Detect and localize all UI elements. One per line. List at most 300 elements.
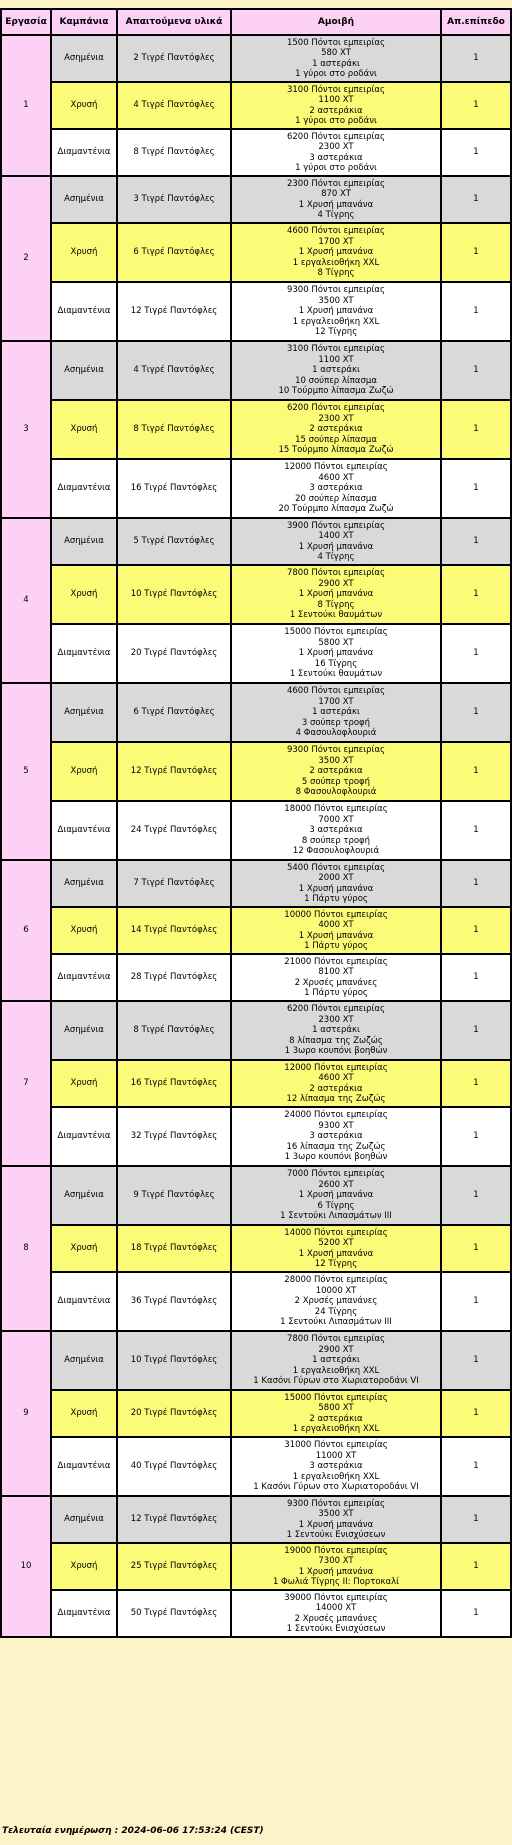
table-row [1, 1437, 511, 1496]
reward-line: 3 σούπερ τροφή [301, 717, 371, 728]
campaign-cell: Διαμαντένια [51, 954, 117, 1001]
reward-line: 1 Φωλιά Τίγρης II: Πορτοκαλί [272, 1577, 400, 1587]
reward-cell [231, 1272, 441, 1331]
materials-cell: 4 Τιγρέ Παντόφλες [117, 82, 231, 129]
reward-cell [231, 565, 441, 624]
campaign-cell: Χρυσή [51, 1060, 117, 1107]
materials-cell: 40 Τιγρέ Παντόφλες [117, 1437, 231, 1496]
reward-line: 1400 XT [318, 531, 354, 541]
reward-line: 1 Σεντούκι Λιπασμάτων III [280, 1211, 392, 1222]
reward-line: 11000 XT [315, 1450, 357, 1461]
reward-line: 12 λίπασμα της Ζωζώς [286, 1094, 386, 1104]
campaign-cell: Ασημένια [51, 860, 117, 907]
materials-cell: 32 Τιγρέ Παντόφλες [117, 1107, 231, 1166]
table-row [1, 565, 511, 624]
reward-line: 15 σούπερ λίπασμα [295, 434, 377, 445]
reward-cell [231, 1496, 441, 1543]
table-row [1, 1390, 511, 1437]
header-level: Απ.επίπεδο [441, 9, 511, 35]
table-row [1, 1543, 511, 1590]
table-row [1, 1166, 511, 1225]
materials-cell: 12 Τιγρέ Παντόφλες [117, 282, 231, 341]
task-number: 8 [1, 1166, 51, 1331]
table-row [1, 907, 511, 954]
campaign-cell: Ασημένια [51, 1001, 117, 1060]
campaign-cell: Διαμαντένια [51, 1107, 117, 1166]
task-number: 6 [1, 860, 51, 1001]
reward-line: 24 Τίγρης [314, 1306, 358, 1317]
campaign-cell: Διαμαντένια [51, 459, 117, 518]
reward-line: 1 αστεράκι [312, 707, 360, 718]
reward-line: 3100 Πόντοι εμπειρίας [286, 84, 386, 95]
reward-line: 1 Χρυσή μπανάνα [298, 247, 374, 258]
reward-line: 4 Τίγρης [317, 552, 355, 562]
reward-cell [231, 518, 441, 565]
reward-line: 8100 XT [318, 967, 354, 977]
reward-line: 3500 XT [318, 295, 354, 306]
campaign-cell: Διαμαντένια [51, 801, 117, 860]
reward-line: 9300 Πόντοι εμπειρίας [286, 285, 386, 296]
reward-line: 1 γύροι στο ροδάνι [295, 116, 377, 126]
reward-line: 2 Χρυσές μπανάνες [294, 1613, 378, 1624]
table-body [1, 35, 511, 1637]
reward-line: 1 Σεντούκι Λιπασμάτων III [280, 1317, 392, 1328]
reward-line: 3 αστεράκια [309, 1461, 363, 1472]
reward-cell [231, 341, 441, 400]
level-cell: 1 [441, 176, 511, 223]
reward-line: 19000 Πόντοι εμπειρίας [284, 1545, 388, 1556]
reward-line: 2300 XT [318, 413, 354, 424]
level-cell: 1 [441, 518, 511, 565]
level-cell: 1 [441, 801, 511, 860]
level-cell: 1 [441, 82, 511, 129]
reward-line: 2 Χρυσές μπανάνες [294, 977, 378, 988]
reward-line: 1 Σεντούκι Ενισχύσεων [286, 1530, 386, 1540]
reward-line: 2 αστεράκια [309, 105, 363, 116]
materials-cell: 6 Τιγρέ Παντόφλες [117, 683, 231, 742]
tasks-table [0, 8, 512, 1638]
reward-line: 1 Χρυσή μπανάνα [298, 589, 374, 600]
reward-line: 1 αστεράκι [312, 1355, 360, 1366]
reward-cell [231, 624, 441, 683]
reward-cell [231, 82, 441, 129]
reward-line: 2300 XT [318, 1014, 354, 1025]
reward-cell [231, 129, 441, 176]
materials-cell: 16 Τιγρέ Παντόφλες [117, 1060, 231, 1107]
materials-cell: 16 Τιγρέ Παντόφλες [117, 459, 231, 518]
reward-line: 8 λίπασμα της Ζωζώς [289, 1035, 383, 1046]
reward-cell [231, 176, 441, 223]
reward-line: 7300 XT [318, 1556, 354, 1566]
reward-cell [231, 459, 441, 518]
reward-line: 5400 Πόντοι εμπειρίας [286, 862, 386, 873]
materials-cell: 50 Τιγρέ Παντόφλες [117, 1590, 231, 1637]
reward-line: 15 Τούρμπο λίπασμα Ζωζώ [278, 445, 394, 456]
reward-line: 2900 XT [318, 1344, 354, 1355]
materials-cell: 5 Τιγρέ Παντόφλες [117, 518, 231, 565]
reward-line: 1 Κασόνι Γύρων στο Χωριατοροδάνι VI [253, 1482, 419, 1493]
reward-line: 1 Χρυσή μπανάνα [298, 883, 374, 894]
level-cell: 1 [441, 1437, 511, 1496]
level-cell: 1 [441, 1225, 511, 1272]
task-number: 1 [1, 35, 51, 176]
level-cell: 1 [441, 624, 511, 683]
reward-cell [231, 742, 441, 801]
reward-line: 3 αστεράκια [309, 825, 363, 836]
reward-line: 1 Πάρτυ γύρος [304, 894, 368, 904]
reward-line: 1 Χρυσή μπανάνα [298, 306, 374, 317]
header-task: Εργασία [1, 9, 51, 35]
reward-cell [231, 860, 441, 907]
materials-cell: 10 Τιγρέ Παντόφλες [117, 1331, 231, 1390]
reward-line: 7000 Πόντοι εμπειρίας [286, 1169, 386, 1180]
reward-line: 39000 Πόντοι εμπειρίας [284, 1592, 388, 1603]
reward-line: 1 Σεντούκι Ενισχύσεων [286, 1624, 386, 1634]
reward-line: 1 Χρυσή μπανάνα [298, 648, 374, 659]
level-cell: 1 [441, 1590, 511, 1637]
level-cell: 1 [441, 282, 511, 341]
table-row [1, 1107, 511, 1166]
reward-line: 1 εργαλειοθήκη XXL [292, 1365, 380, 1376]
level-cell: 1 [441, 1543, 511, 1590]
reward-line: 8 Τίγρης [317, 599, 355, 610]
table-row [1, 1001, 511, 1060]
campaign-cell: Διαμαντένια [51, 129, 117, 176]
reward-line: 1 Σεντούκι θαυμάτων [289, 610, 383, 621]
reward-line: 7800 Πόντοι εμπειρίας [286, 1334, 386, 1345]
reward-cell [231, 1437, 441, 1496]
reward-line: 1 Κασόνι Γύρων στο Χωριατοροδάνι VI [253, 1376, 419, 1387]
reward-line: 4600 Πόντοι εμπειρίας [286, 686, 386, 697]
reward-line: 18000 Πόντοι εμπειρίας [284, 804, 388, 815]
reward-line: 1 Χρυσή μπανάνα [298, 1190, 374, 1201]
reward-line: 1 αστεράκι [312, 1025, 360, 1036]
reward-line: 2 αστεράκια [309, 1413, 363, 1424]
reward-cell [231, 35, 441, 82]
level-cell: 1 [441, 860, 511, 907]
reward-line: 3900 Πόντοι εμπειρίας [286, 520, 386, 531]
table-row [1, 860, 511, 907]
reward-line: 24000 Πόντοι εμπειρίας [284, 1110, 388, 1121]
reward-line: 1100 XT [318, 95, 354, 105]
campaign-cell: Χρυσή [51, 223, 117, 282]
reward-line: 4600 XT [318, 1073, 354, 1083]
reward-line: 4 Φασουλοφλουριά [295, 728, 377, 739]
reward-line: 1700 XT [318, 236, 354, 247]
reward-line: 16 λίπασμα της Ζωζώς [286, 1141, 386, 1152]
materials-cell: 8 Τιγρέ Παντόφλες [117, 129, 231, 176]
table-row [1, 176, 511, 223]
level-cell: 1 [441, 35, 511, 82]
campaign-cell: Ασημένια [51, 1331, 117, 1390]
table-row [1, 518, 511, 565]
reward-cell [231, 1543, 441, 1590]
reward-line: 12000 Πόντοι εμπειρίας [284, 1062, 388, 1073]
task-number: 5 [1, 683, 51, 860]
reward-cell [231, 1166, 441, 1225]
campaign-cell: Χρυσή [51, 82, 117, 129]
materials-cell: 20 Τιγρέ Παντόφλες [117, 624, 231, 683]
reward-line: 1 Χρυσή μπανάνα [298, 1519, 374, 1530]
reward-line: 7800 Πόντοι εμπειρίας [286, 568, 386, 579]
level-cell: 1 [441, 1272, 511, 1331]
reward-line: 1 γύροι στο ροδάνι [295, 163, 377, 173]
reward-cell [231, 801, 441, 860]
materials-cell: 8 Τιγρέ Παντόφλες [117, 1001, 231, 1060]
reward-line: 6200 Πόντοι εμπειρίας [286, 1004, 386, 1015]
materials-cell: 6 Τιγρέ Παντόφλες [117, 223, 231, 282]
table-row [1, 1331, 511, 1390]
level-cell: 1 [441, 1390, 511, 1437]
table-row [1, 954, 511, 1001]
campaign-cell: Ασημένια [51, 341, 117, 400]
reward-line: 12 Τίγρης [314, 1259, 358, 1269]
reward-cell [231, 1001, 441, 1060]
reward-line: 2 αστεράκια [309, 766, 363, 777]
materials-cell: 25 Τιγρέ Παντόφλες [117, 1543, 231, 1590]
campaign-cell: Ασημένια [51, 518, 117, 565]
reward-cell [231, 1225, 441, 1272]
reward-line: 1500 Πόντοι εμπειρίας [286, 37, 386, 48]
reward-line: 3500 XT [318, 755, 354, 766]
reward-line: 28000 Πόντοι εμπειρίας [284, 1275, 388, 1286]
level-cell: 1 [441, 223, 511, 282]
table-row [1, 341, 511, 400]
reward-line: 2300 Πόντοι εμπειρίας [286, 178, 386, 189]
materials-cell: 7 Τιγρέ Παντόφλες [117, 860, 231, 907]
reward-line: 16 Τίγρης [314, 658, 358, 669]
reward-line: 1 εργαλειοθήκη XXL [292, 1471, 380, 1482]
reward-line: 15000 Πόντοι εμπειρίας [284, 1392, 388, 1403]
reward-line: 21000 Πόντοι εμπειρίας [284, 956, 388, 967]
level-cell: 1 [441, 683, 511, 742]
reward-line: 2600 XT [318, 1179, 354, 1190]
reward-cell [231, 683, 441, 742]
reward-line: 2 αστεράκια [309, 1083, 363, 1094]
materials-cell: 18 Τιγρέ Παντόφλες [117, 1225, 231, 1272]
materials-cell: 4 Τιγρέ Παντόφλες [117, 341, 231, 400]
reward-line: 1 γύροι στο ροδάνι [295, 69, 377, 79]
header-reward: Αμοιβή [231, 9, 441, 35]
reward-cell [231, 1590, 441, 1637]
level-cell: 1 [441, 459, 511, 518]
table-row [1, 742, 511, 801]
campaign-cell: Χρυσή [51, 907, 117, 954]
campaign-cell: Χρυσή [51, 742, 117, 801]
table-row [1, 1496, 511, 1543]
reward-line: 8 Τίγρης [317, 268, 355, 279]
reward-cell [231, 400, 441, 459]
level-cell: 1 [441, 1107, 511, 1166]
last-updated-label: Τελευταία ενημέρωση [2, 1826, 112, 1836]
level-cell: 1 [441, 1331, 511, 1390]
reward-line: 2 αστεράκια [309, 424, 363, 435]
reward-line: 14000 Πόντοι εμπειρίας [284, 1227, 388, 1238]
reward-line: 1 αστεράκι [312, 58, 360, 69]
materials-cell: 10 Τιγρέ Παντόφλες [117, 565, 231, 624]
last-updated-separator: : [111, 1826, 122, 1836]
task-number: 10 [1, 1496, 51, 1637]
table-row [1, 223, 511, 282]
level-cell: 1 [441, 400, 511, 459]
reward-line: 1 Χρυσή μπανάνα [298, 541, 374, 552]
level-cell: 1 [441, 1496, 511, 1543]
reward-line: 6200 Πόντοι εμπειρίας [286, 403, 386, 414]
table-row [1, 1272, 511, 1331]
table-row [1, 129, 511, 176]
reward-line: 5800 XT [318, 637, 354, 648]
reward-line: 7000 XT [318, 814, 354, 825]
table-row [1, 683, 511, 742]
campaign-cell: Διαμαντένια [51, 1590, 117, 1637]
reward-line: 6200 Πόντοι εμπειρίας [286, 131, 386, 142]
reward-line: 1 Χρυσή μπανάνα [298, 1248, 374, 1259]
reward-line: 580 XT [321, 48, 351, 58]
reward-line: 1 εργαλειοθήκη XXL [292, 316, 380, 327]
reward-line: 10000 XT [315, 1285, 357, 1296]
reward-line: 1 αστεράκι [312, 365, 360, 376]
reward-line: 2000 XT [318, 873, 354, 883]
reward-cell [231, 1107, 441, 1166]
reward-cell [231, 1390, 441, 1437]
level-cell: 1 [441, 1060, 511, 1107]
task-number: 2 [1, 176, 51, 341]
reward-line: 3100 Πόντοι εμπειρίας [286, 344, 386, 355]
reward-line: 1 Πάρτυ γύρος [304, 941, 368, 951]
reward-line: 6 Τίγρης [317, 1200, 355, 1211]
reward-line: 9300 XT [318, 1120, 354, 1131]
level-cell: 1 [441, 742, 511, 801]
campaign-cell: Χρυσή [51, 1543, 117, 1590]
campaign-cell: Ασημένια [51, 1496, 117, 1543]
reward-line: 5800 XT [318, 1403, 354, 1413]
reward-line: 4000 XT [318, 920, 354, 930]
campaign-cell: Χρυσή [51, 565, 117, 624]
reward-line: 10 Τούρμπο λίπασμα Ζωζώ [278, 386, 394, 397]
reward-line: 3500 XT [318, 1509, 354, 1519]
reward-line: 12 Τίγρης [314, 327, 358, 338]
campaign-cell: Ασημένια [51, 35, 117, 82]
table-row [1, 459, 511, 518]
table-row [1, 282, 511, 341]
level-cell: 1 [441, 565, 511, 624]
reward-line: 1 Χρυσή μπανάνα [298, 1566, 374, 1577]
task-number: 3 [1, 341, 51, 518]
reward-line: 31000 Πόντοι εμπειρίας [284, 1440, 388, 1451]
task-number: 7 [1, 1001, 51, 1166]
header-campaign: Καμπάνια [51, 9, 117, 35]
reward-line: 8 σούπερ τροφή [301, 835, 371, 846]
last-updated-timestamp: 2024-06-06 17:53:24 (CEST) [121, 1826, 264, 1836]
reward-line: 1 Πάρτυ γύρος [304, 988, 368, 998]
reward-line: 2 Χρυσές μπανάνες [294, 1296, 378, 1307]
header-materials: Απαιτούμενα υλικά [117, 9, 231, 35]
table-row [1, 82, 511, 129]
materials-cell: 12 Τιγρέ Παντόφλες [117, 1496, 231, 1543]
level-cell: 1 [441, 1001, 511, 1060]
last-updated [2, 1826, 264, 1836]
task-number: 4 [1, 518, 51, 683]
reward-line: 1700 XT [318, 696, 354, 707]
level-cell: 1 [441, 907, 511, 954]
level-cell: 1 [441, 341, 511, 400]
reward-line: 4600 Πόντοι εμπειρίας [286, 226, 386, 237]
reward-line: 1 3ωρο κουπόνι βοηθών [284, 1152, 388, 1163]
reward-line: 3 αστεράκια [309, 483, 363, 494]
table-row [1, 1225, 511, 1272]
level-cell: 1 [441, 129, 511, 176]
reward-line: 12 Φασουλοφλουριά [292, 846, 380, 857]
campaign-cell: Διαμαντένια [51, 1272, 117, 1331]
materials-cell: 9 Τιγρέ Παντόφλες [117, 1166, 231, 1225]
reward-line: 20 σούπερ λίπασμα [295, 493, 377, 504]
reward-line: 1 3ωρο κουπόνι βοηθών [284, 1046, 388, 1057]
reward-line: 15000 Πόντοι εμπειρίας [284, 627, 388, 638]
reward-line: 8 Φασουλοφλουριά [295, 787, 377, 798]
reward-line: 10 σούπερ λίπασμα [295, 375, 377, 386]
task-number: 9 [1, 1331, 51, 1496]
reward-line: 4 Τίγρης [317, 210, 355, 220]
reward-line: 3 αστεράκια [309, 1131, 363, 1142]
reward-line: 4600 XT [318, 472, 354, 483]
table-row [1, 1590, 511, 1637]
reward-cell [231, 1060, 441, 1107]
reward-line: 12000 Πόντοι εμπειρίας [284, 462, 388, 473]
materials-cell: 8 Τιγρέ Παντόφλες [117, 400, 231, 459]
materials-cell: 14 Τιγρέ Παντόφλες [117, 907, 231, 954]
materials-cell: 28 Τιγρέ Παντόφλες [117, 954, 231, 1001]
campaign-cell: Διαμαντένια [51, 1437, 117, 1496]
reward-cell [231, 954, 441, 1001]
materials-cell: 12 Τιγρέ Παντόφλες [117, 742, 231, 801]
materials-cell: 36 Τιγρέ Παντόφλες [117, 1272, 231, 1331]
reward-line: 1100 XT [318, 354, 354, 365]
reward-cell [231, 1331, 441, 1390]
table-row [1, 624, 511, 683]
table-row [1, 400, 511, 459]
campaign-cell: Ασημένια [51, 683, 117, 742]
reward-line: 1 Σεντούκι θαυμάτων [289, 669, 383, 680]
table-row [1, 801, 511, 860]
table-header [1, 9, 511, 35]
reward-line: 1 Χρυσή μπανάνα [298, 930, 374, 941]
campaign-cell: Διαμαντένια [51, 282, 117, 341]
reward-line: 9300 Πόντοι εμπειρίας [286, 745, 386, 756]
reward-line: 20 Τούρμπο λίπασμα Ζωζώ [278, 504, 394, 515]
reward-line: 9300 Πόντοι εμπειρίας [286, 1498, 386, 1509]
level-cell: 1 [441, 954, 511, 1001]
level-cell: 1 [441, 1166, 511, 1225]
campaign-cell: Χρυσή [51, 1225, 117, 1272]
reward-line: 5200 XT [318, 1238, 354, 1248]
table-row [1, 1060, 511, 1107]
campaign-cell: Διαμαντένια [51, 624, 117, 683]
reward-line: 1 εργαλειοθήκη XXL [292, 1424, 380, 1434]
reward-line: 1 εργαλειοθήκη XXL [292, 257, 380, 268]
materials-cell: 24 Τιγρέ Παντόφλες [117, 801, 231, 860]
header-row [1, 9, 511, 35]
reward-line: 5 σούπερ τροφή [301, 776, 371, 787]
campaign-cell: Ασημένια [51, 1166, 117, 1225]
reward-line: 14000 XT [315, 1603, 357, 1613]
reward-line: 870 XT [321, 189, 351, 199]
reward-line: 1 Χρυσή μπανάνα [298, 199, 374, 210]
materials-cell: 3 Τιγρέ Παντόφλες [117, 176, 231, 223]
reward-line: 2300 XT [318, 142, 354, 152]
reward-line: 10000 Πόντοι εμπειρίας [284, 909, 388, 920]
campaign-cell: Χρυσή [51, 400, 117, 459]
reward-cell [231, 907, 441, 954]
